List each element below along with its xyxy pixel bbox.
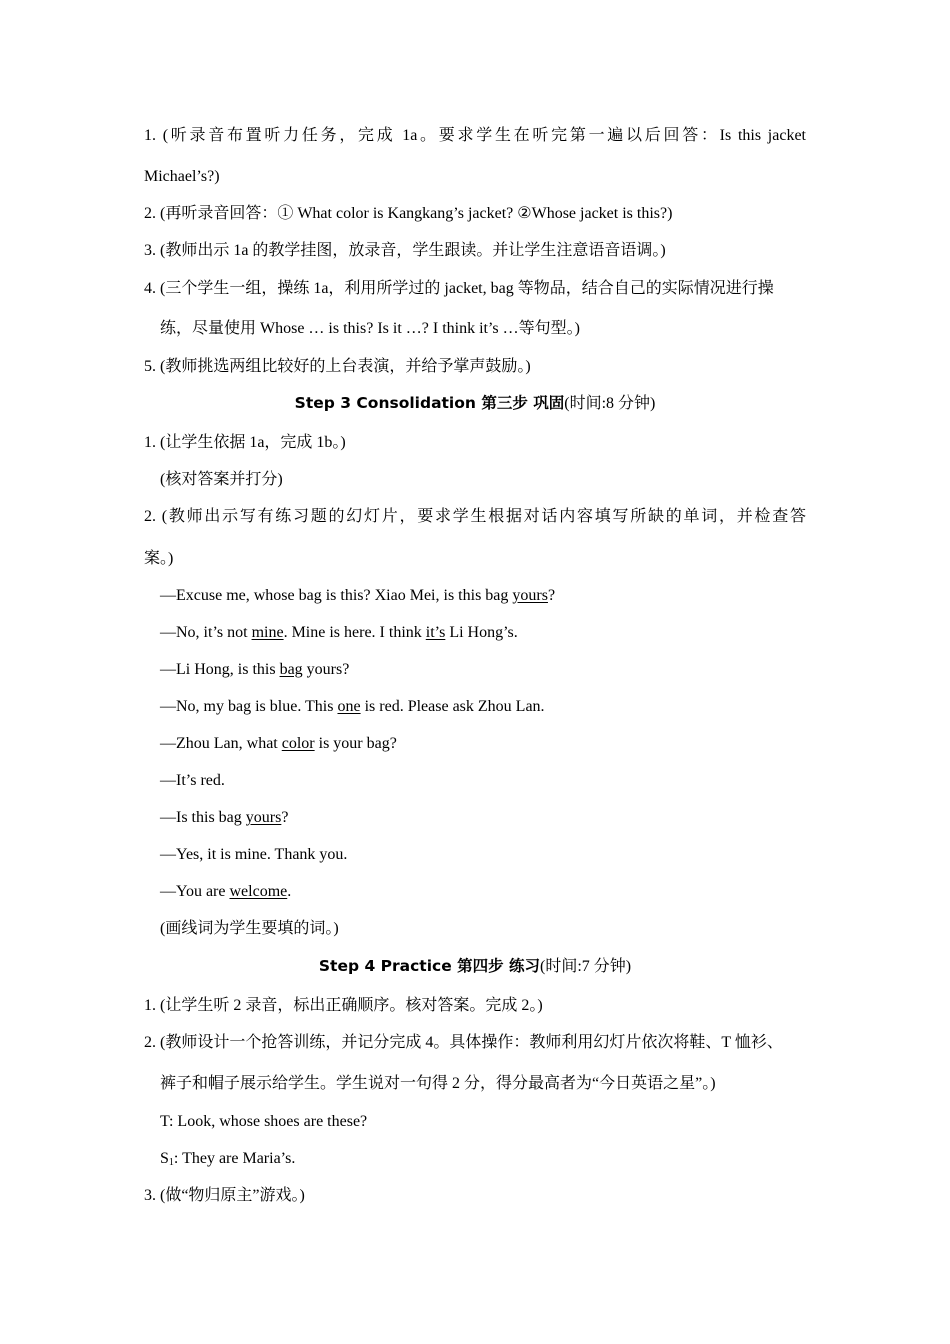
speaker-subscript: 1 (168, 1157, 174, 1168)
step4-item-1: 1. (让学生听 2 录音，标出正确顺序。核对答案。完成 2。) (144, 997, 543, 1014)
step4-item-2-line1: 2. (教师设计一个抢答训练，并记分完成 4。具体操作：教师利用幻灯片依次将鞋、T 恤衫、 (144, 1034, 783, 1051)
step4-heading-time: (时间:7 分钟) (540, 958, 632, 975)
step3-item-1: 1. (让学生依据 1a，完成 1b。) (144, 434, 346, 451)
step4-heading-title: Step 4 Practice 第四步 练习 (318, 957, 541, 975)
dialogue-text: yours? (302, 661, 350, 678)
dialogue-line-6: —It’s red. (160, 772, 225, 789)
blank-word: one (337, 698, 361, 715)
step4-teacher-line: T: Look, whose shoes are these? (160, 1113, 368, 1130)
dialogue-text: is red. Please ask Zhou Lan. (360, 698, 545, 715)
step4-item-2-line2: 裤子和帽子展示给学生。学生说对一句得 2 分，得分最高者为“今日英语之星”。) (160, 1075, 716, 1092)
step2-item-3: 3. (教师出示 1a 的教学挂图，放录音，学生跟读。并让学生注意语音语调。) (144, 242, 666, 259)
blank-word: yours (512, 587, 548, 604)
dialogue-text: ? (547, 587, 556, 604)
step4-student-line (160, 1151, 295, 1167)
step4-item-3: 3. (做“物归原主”游戏。) (144, 1187, 305, 1204)
step2-item-4-line1: 4. (三个学生一组，操练 1a，利用所学过的 jacket, bag 等物品，结合自己的实际情况进行操 (144, 280, 774, 297)
blank-word: yours (245, 809, 282, 826)
blank-word: welcome (229, 883, 288, 900)
dialogue-text: —You are (160, 883, 230, 900)
dialogue-text: Li Hong’s. (445, 624, 518, 641)
blank-word: color (281, 735, 315, 752)
dialogue-line-9 (160, 884, 291, 900)
dialogue-text: —Is this bag (160, 809, 246, 826)
student-reply: : They are Maria’s. (173, 1150, 296, 1167)
dialogue-line-8: —Yes, it is mine. Thank you. (160, 846, 348, 863)
dialogue-text: ? (281, 809, 289, 826)
dialogue-text: —Zhou Lan, what (160, 735, 282, 752)
dialogue-line-4 (160, 699, 545, 715)
dialogue-text: —Li Hong, is this (160, 661, 280, 678)
dialogue-line-7 (160, 810, 288, 826)
dialogue-text: —No, it’s not (160, 624, 252, 641)
dialogue-line-2 (160, 625, 518, 641)
step3-item-2-line1: 2. (教师出示写有练习题的幻灯片，要求学生根据对话内容填写所缺的单词，并检查答 (144, 508, 806, 525)
blank-word: bag (279, 661, 303, 678)
step3-note-1: (核对答案并打分) (160, 471, 283, 488)
dialogue-text: . (287, 883, 292, 900)
dialogue-text: —Excuse me, whose bag is this? Xiao Mei, is this bag (160, 587, 513, 604)
step4-heading (144, 959, 806, 975)
step2-item-2: 2. (再听录音回答：① What color is Kangkang’s jacket? ②Whose jacket is this?) (144, 205, 673, 222)
step2-item-5: 5. (教师挑选两组比较好的上台表演，并给予掌声鼓励。) (144, 358, 531, 375)
step3-heading-title: Step 3 Consolidation 第三步 巩固 (294, 394, 565, 412)
step3-heading (144, 396, 806, 412)
blank-word: it’s (425, 624, 446, 641)
step3-note-2: (画线词为学生要填的词。) (160, 920, 339, 937)
step3-item-2-line2: 案。) (144, 550, 174, 567)
dialogue-line-5 (160, 736, 397, 752)
step2-item-1-line2: Michael’s?) (144, 168, 220, 185)
dialogue-line-3 (160, 662, 349, 678)
dialogue-text: . Mine is here. I think (283, 624, 426, 641)
dialogue-text: —No, my bag is blue. This (160, 698, 338, 715)
speaker-label: S (160, 1150, 169, 1167)
step2-item-1-line1: 1. (听录音布置听力任务，完成 1a。要求学生在听完第一遍以后回答：Is this jacket (144, 127, 806, 144)
blank-word: mine (251, 624, 284, 641)
step3-heading-time: (时间:8 分钟) (564, 395, 656, 412)
dialogue-text: is your bag? (314, 735, 397, 752)
step2-item-4-line2: 练，尽量使用 Whose … is this? Is it …? I think it’s …等句型。) (160, 320, 580, 337)
dialogue-line-1 (160, 588, 555, 604)
